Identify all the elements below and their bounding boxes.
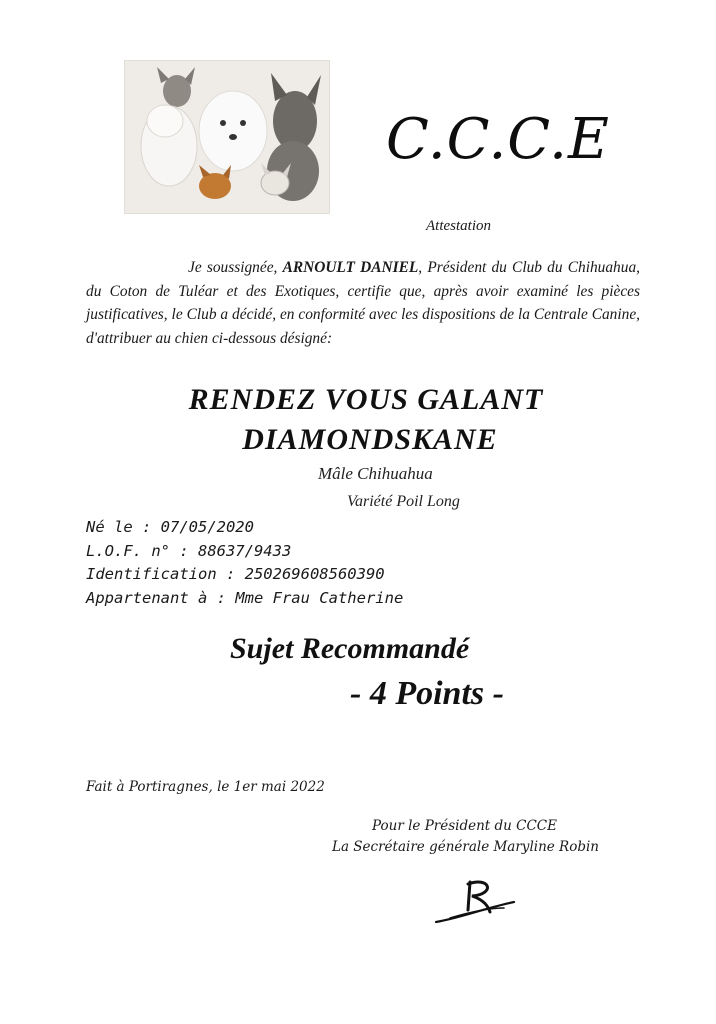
points-awarded: - 4 Points - — [350, 675, 504, 712]
attestation-label: Attestation — [426, 218, 491, 234]
recommendation-title: Sujet Recommandé — [230, 632, 470, 665]
intro-before: Je soussignée, — [188, 259, 283, 276]
place-date: Fait à Portiragnes, le 1er mai 2022 — [86, 779, 325, 795]
owner: Appartenant à : Mme Frau Catherine — [86, 588, 404, 607]
signer-line1: Pour le Président du CCCE — [372, 818, 557, 834]
signer-line2: La Secrétaire générale Maryline Robin — [332, 839, 599, 855]
dog-name-line2: DIAMONDSKANE — [242, 423, 498, 456]
president-name: ARNOULT DANIEL — [282, 259, 419, 276]
dog-variety: Variété Poil Long — [347, 493, 460, 510]
identification-number: Identification : 250269608560390 — [86, 565, 385, 583]
attestation-intro — [86, 256, 640, 350]
handwritten-signature-icon — [430, 872, 520, 936]
dog-name-line1: RENDEZ VOUS GALANT — [188, 383, 544, 416]
dogs-illustration-icon — [124, 60, 330, 214]
lof-number: L.O.F. n° : 88637/9433 — [86, 541, 292, 560]
dog-details — [86, 516, 403, 610]
birth-date: Né le : 07/05/2020 — [86, 518, 254, 536]
dog-breed: Mâle Chihuahua — [318, 464, 433, 483]
intro-after: , Président du Club du Chihuahua, du Coton de Tuléar et des Exotiques, certifie que, après avoir examiné les pièces justificatives, le Club a décidé, en conformité avec les dispositions de la Centrale Canine, d'attribuer au chien ci-dessous désigné: — [86, 259, 640, 347]
club-title: C.C.C.E — [386, 107, 610, 172]
